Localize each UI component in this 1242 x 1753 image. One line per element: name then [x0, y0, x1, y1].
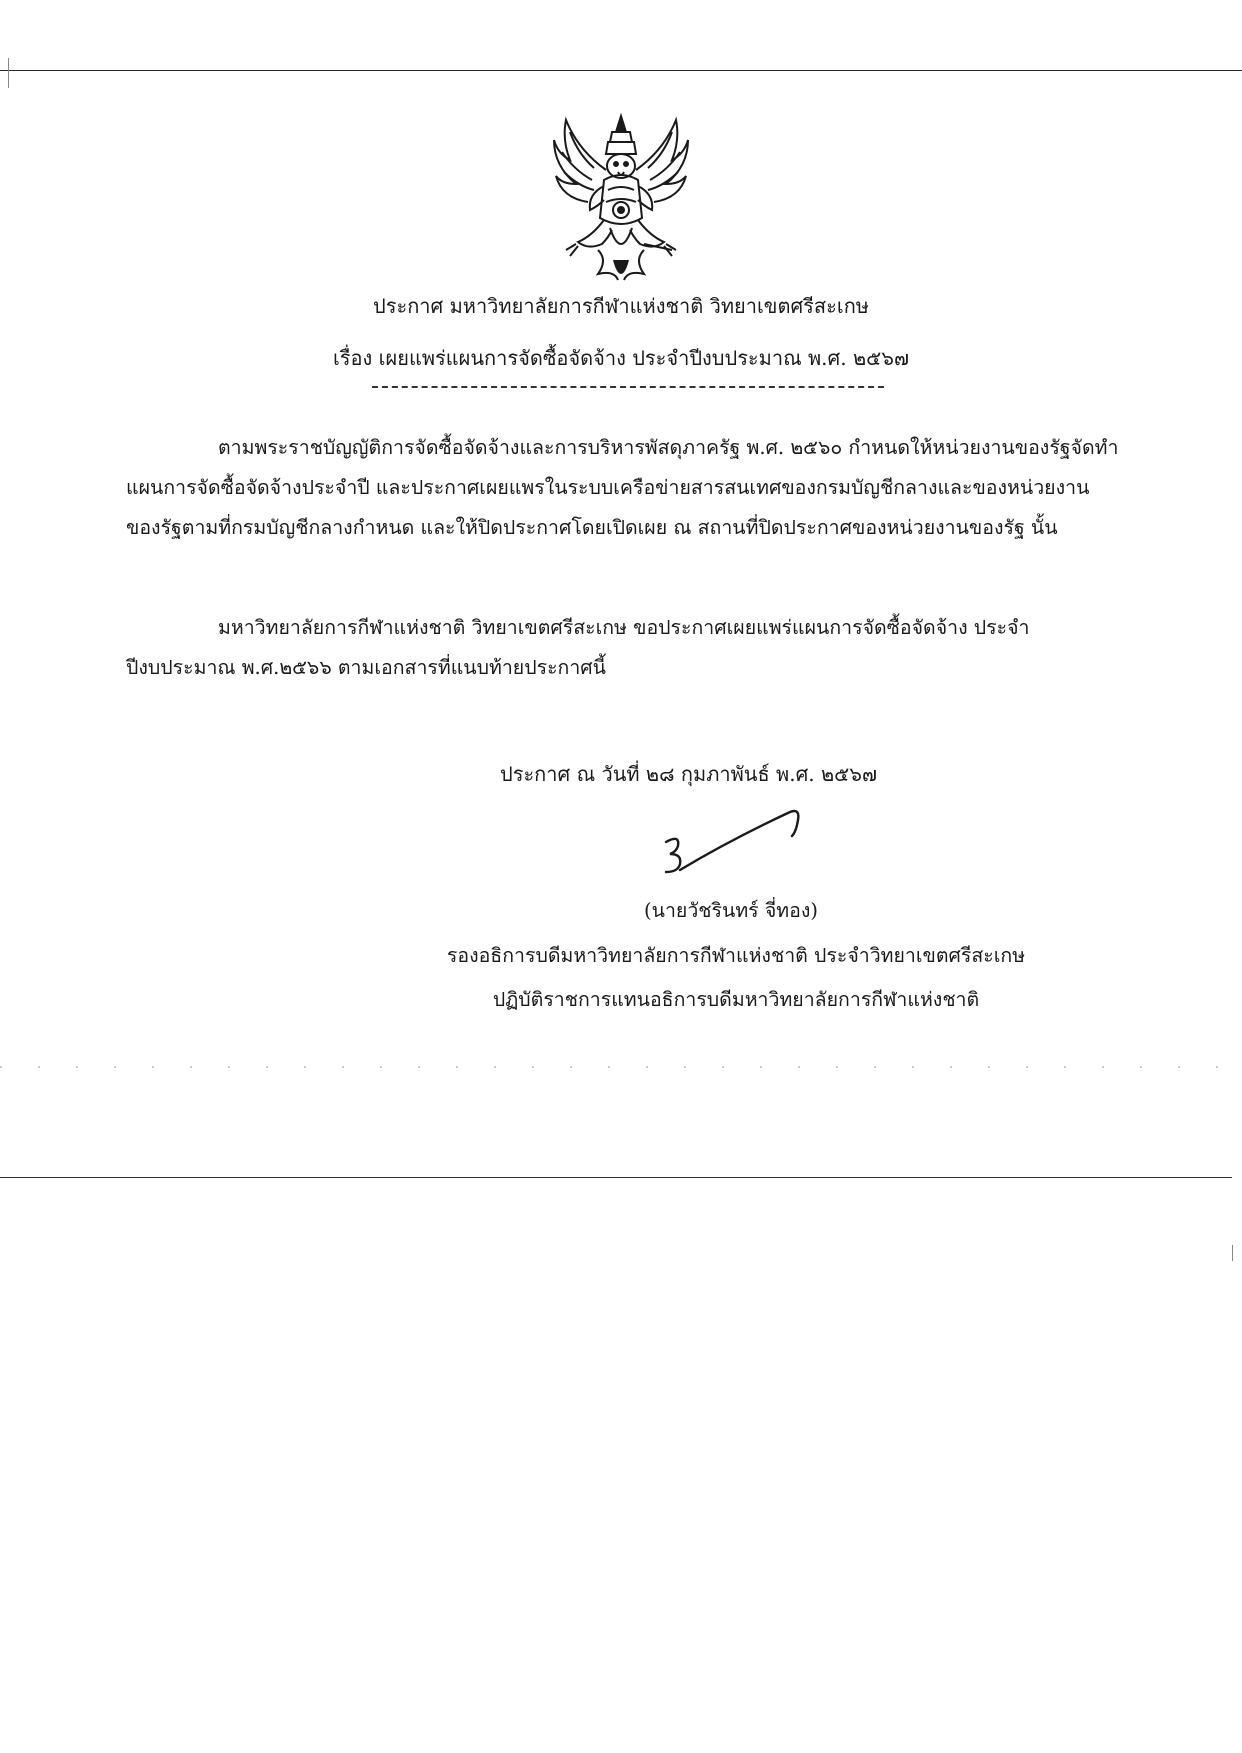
signatory-name: (นายวัชรินทร์ จี่ทอง): [644, 899, 818, 922]
garuda-emblem-icon: [548, 110, 694, 288]
scan-edge-mark: [8, 58, 9, 88]
announcement-title: ประกาศ มหาวิทยาลัยการกีฬาแห่งชาติ วิทยาเขตศรีสะเกษ: [373, 294, 869, 318]
body-paragraph-1: [126, 428, 1122, 548]
body-paragraph-2: [126, 608, 1122, 688]
body-paragraph-1-text: ตามพระราชบัญญัติการจัดซื้อจัดจ้างและการบริหารพัสดุภาครัฐ พ.ศ. ๒๕๖๐ กำหนดให้หน่วยงานของรัฐจัดทำแผนการจัดซื้อจัดจ้างประจำปี และประกาศเผยแพรในระบบเครือข่ายสารสนเทศของกรมบัญชีกลางและของหน่วยงานของรัฐตามที่กรมบัญชีกลางกำหนด และให้ปิดประกาศโดยเปิดเผย ณ สถานที่ปิดประกาศของหน่วยงานของรัฐ นั้น: [126, 436, 1119, 539]
signatory-acting-for: ปฏิบัติราชการแทนอธิการบดีมหาวิทยาลัยการกีฬาแห่งชาติ: [492, 988, 980, 1011]
body-paragraph-2-text: มหาวิทยาลัยการกีฬาแห่งชาติ วิทยาเขตศรีสะเกษ ขอประกาศเผยแพร่แผนการจัดซื้อจัดจ้าง ประจำปีงบประมาณ พ.ศ.๒๕๖๖ ตามเอกสารที่แนบท้ายประกาศนี้: [126, 616, 1030, 679]
subject-underline: [372, 386, 884, 388]
signatory-position: รองอธิการบดีมหาวิทยาลัยการกีฬาแห่งชาติ ประจำวิทยาเขตศรีสะเกษ: [446, 944, 1026, 967]
announcement-subject: เรื่อง เผยแพร่แผนการจัดซื้อจัดจ้าง ประจำปีงบประมาณ พ.ศ. ๒๕๖๗: [332, 346, 910, 370]
announcement-date: ประกาศ ณ วันที่ ๒๘ กุมภาพันธ์ พ.ศ. ๒๕๖๗: [500, 762, 878, 786]
handwritten-signature-icon: [650, 800, 810, 880]
scan-noise-line: [0, 1066, 1242, 1068]
scan-edge-mark: [1232, 1245, 1233, 1261]
scan-border-top: [0, 70, 1242, 71]
scan-border-bottom: [0, 1177, 1232, 1178]
